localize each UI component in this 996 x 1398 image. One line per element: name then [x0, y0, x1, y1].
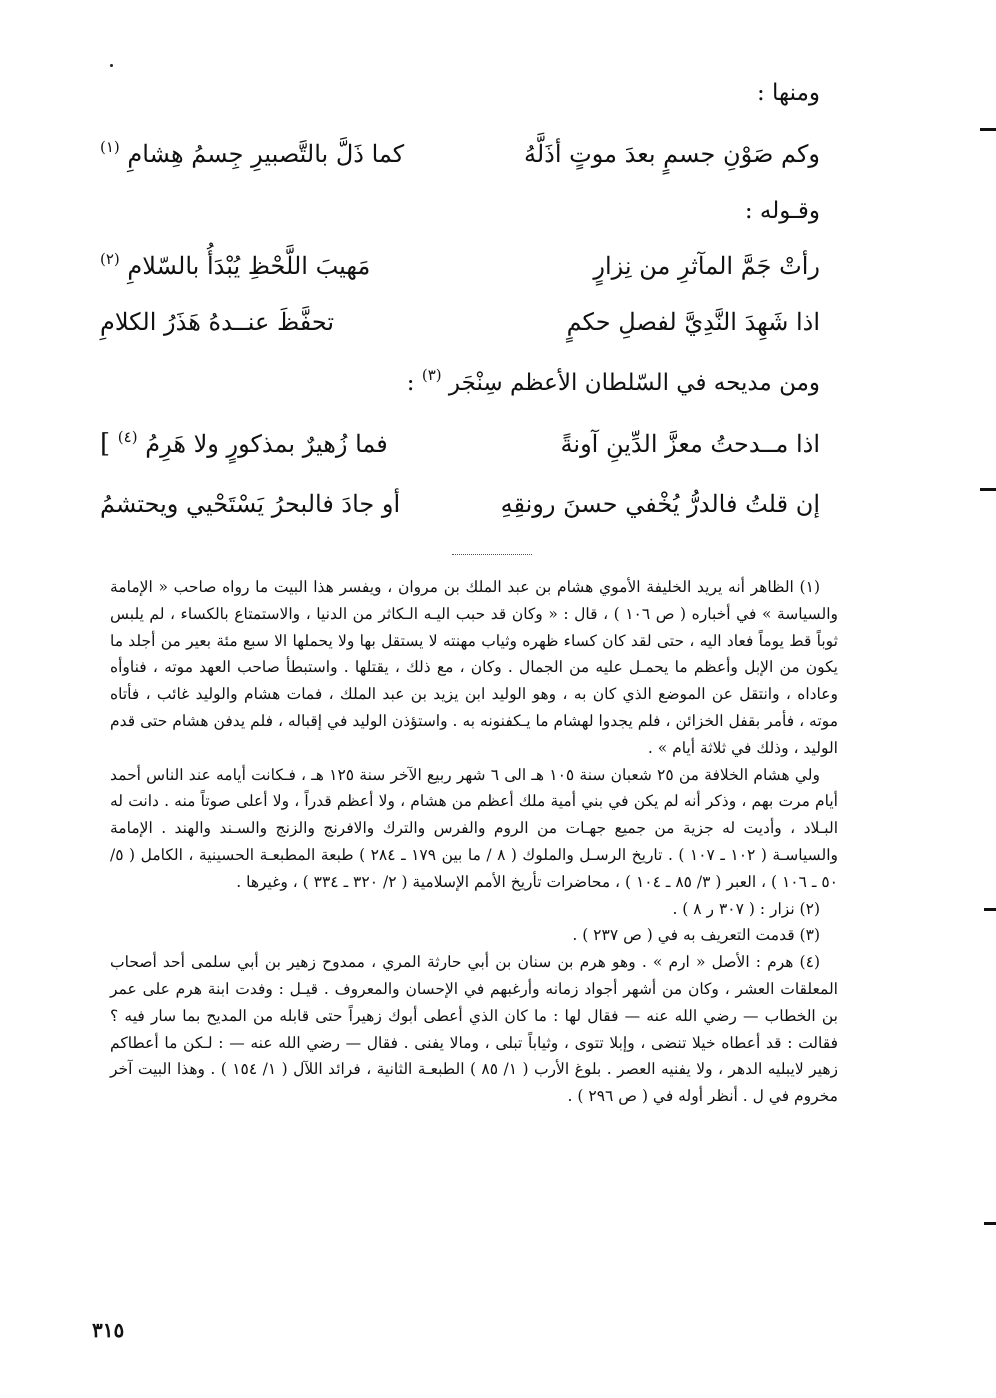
- closing-bracket: ]: [100, 429, 111, 459]
- footnote-separator: [452, 554, 532, 555]
- edge-mark: [980, 128, 996, 131]
- verse-1-second-hemistich: كما ذَلَّ بالتَّصبيرِ جِسمُ هِشامِ $^{(١)}$: [100, 138, 405, 168]
- verse-5: [100, 484, 820, 530]
- footnote-ref-3: (٣): [421, 366, 442, 384]
- footnote-ref-4: (٤): [117, 428, 138, 446]
- verse-3-second-hemistich: تحفَّظَ عنــدهُ هَذَرُ الكلامِ: [100, 308, 335, 336]
- poem-intro-1: ومنها :: [756, 80, 820, 106]
- edge-mark: [984, 1222, 996, 1225]
- verse-4: [100, 424, 820, 470]
- poem-intro-3: ومن مديحه في السّلطان الأعظم سِنْجَر $^{(٣)}$ :: [406, 366, 820, 396]
- ink-speck: [110, 64, 113, 67]
- verse-2: [100, 246, 820, 292]
- verse-3-first-hemistich: اذا شَهِدَ النَّدِيَّ لفصلِ حكمٍ: [566, 308, 820, 336]
- footnote-ref-2: (٢): [100, 250, 120, 268]
- poem-intro-2: وقـوله :: [744, 198, 820, 224]
- footnotes: [110, 574, 838, 1110]
- footnote-1: (١) الظاهر أنه يريد الخليفة الأموي هشام بن عبد الملك بن مروان ، ويفسر هذا البيت ما رواه صاحب « الإمامة والسياسة » في أخباره ( ص ١٠٦ ) ، قال : « وكان قد حبب اليـه الـكاثر من الدنيا ، والاستمتاع بالكساء ، لم يلبس ثوباً قط يوماً فعاد اليه ، حتى لقد كان كساء ظهره وثياب مهنته لا يستقل بها ولا يحملها الا سبع مئة بعير من أجلد ما يكون من الإبل وأعظم ما يحمـل عليه من الجمال . وكان ، مع ذلك ، يقتلها . واستبطأ صاحب العهد موته ، فناوأه وعاداه ، وانتقل عن الموضع الذي كان به ، وهو الوليد ابن يزيد بن عبد الملك ، فمات هشام والوليد غائب ، فأتاه موته ، فأمر بقفل الخزائن ، فلم يجدوا لهشام ما يـكفنونه به . واستؤذن الوليد في إقباله ، فلم يدفن هشام حتى قدم الوليد ، وذلك في ثلاثة أيام » .: [110, 578, 839, 757]
- verse-4-second-hemistich: فما زُهيرٌ بمذكورٍ ولا هَرِمُ $^{(٤)}$ ]: [100, 428, 388, 459]
- verse-1-first-hemistich: وكم صَوْنِ جسمٍ بعدَ موتٍ أذَلَّهُ: [524, 140, 820, 168]
- verse-3: [100, 302, 820, 348]
- footnote-ref-1: (١): [100, 138, 120, 156]
- verse-1: [100, 134, 820, 180]
- edge-mark: [984, 908, 996, 911]
- verse-5-second-hemistich: أو جادَ فالبحرُ يَسْتَحْيي ويحتشمُ: [100, 490, 401, 518]
- verse-4-first-hemistich: اذا مــدحتُ معزَّ الدِّينِ آونةً: [560, 430, 820, 458]
- verse-2-first-hemistich: رأتْ جَمَّ المآثرِ من نِزارٍ: [593, 252, 820, 280]
- verse-5-first-hemistich: إن قلتُ فالدرُّ يُخْفي حسنَ رونقِهِ: [500, 490, 820, 518]
- footnote-2: (٢) نزار : ( ٣٠٧ ر ٨ ) .: [672, 899, 820, 918]
- edge-mark: [980, 488, 996, 491]
- footnote-1-continued: ولي هشام الخلافة من ٢٥ شعبان سنة ١٠٥ هـ الى ٦ شهر ربيع الآخر سنة ١٢٥ هـ ، فـكانت أيامه عند الناس أحمد أيام مرت بهم ، وذكر أنه لم يكن في بني أمية ملك أعظم من هشام ، ولا أعظم قدراً ، ولا أعلى صوتاً منه . دانت له البـلاد ، وأديت له جزية من جميع جهـات من الروم والفرس والترك والافرنج والزنج والسـند والهند . الإمامة والسياسـة ( ١٠٢ ـ ١٠٧ ) . تاريخ الرسـل والملوك ( ٨ / ما بين ١٧٩ ـ ٢٨٤ ) طبعة المطبعـة الحسينية ، الكامل ( ٥/ ٥٠ ـ ١٠٦ ) ، العبر ( ٣/ ٨٥ ـ ١٠٤ ) ، محاضرات تأريخ الأمم الإسلامية ( ٢/ ٣٢٠ ـ ٣٣٤ ) ، وغيرها .: [110, 765, 838, 891]
- page-number: ٣١٥: [92, 1318, 125, 1342]
- verse-2-second-hemistich: مَهيبَ اللَّحْظِ يُبْدَأُ بالسّلامِ $^{(٢)}$: [100, 250, 371, 280]
- footnote-3: (٣) قدمت التعريف به في ( ص ٢٣٧ ) .: [572, 926, 820, 945]
- footnote-4: (٤) هرم : الأصل « ارم » . وهو هرم بن سنان بن أبي حارثة المري ، ممدوح زهير بن أبي سلمى أحد أصحاب المعلقات العشر ، وكان من أشهر أجواد زمانه وأرغبهم في الإحسان والمعروف . قيـل : وفدت ابنة هرم على عمر بن الخطاب — رضي الله عنه — فقال لها : ما كان الذي أعطى أبوك زهيراً حتى قابله من المديح بما سار فيه ؟ فقالت : قد أعطاه خيلا تنضى ، وإبلا تتوى ، وثياباً تبلى ، ومالا يفنى . فقال — رضي الله عنه — : لـكن ما أعطاكم زهير لايبليه الدهر ، ولا يفنيه العصر . بلوغ الأرب ( ١/ ٨٥ ) الطبعـة الثانية ، فرائد اللآل ( ١/ ١٥٤ ) . وهذا البيت آخر مخروم في ل . أنظر أوله في ( ص ٢٩٦ ) .: [110, 953, 838, 1106]
